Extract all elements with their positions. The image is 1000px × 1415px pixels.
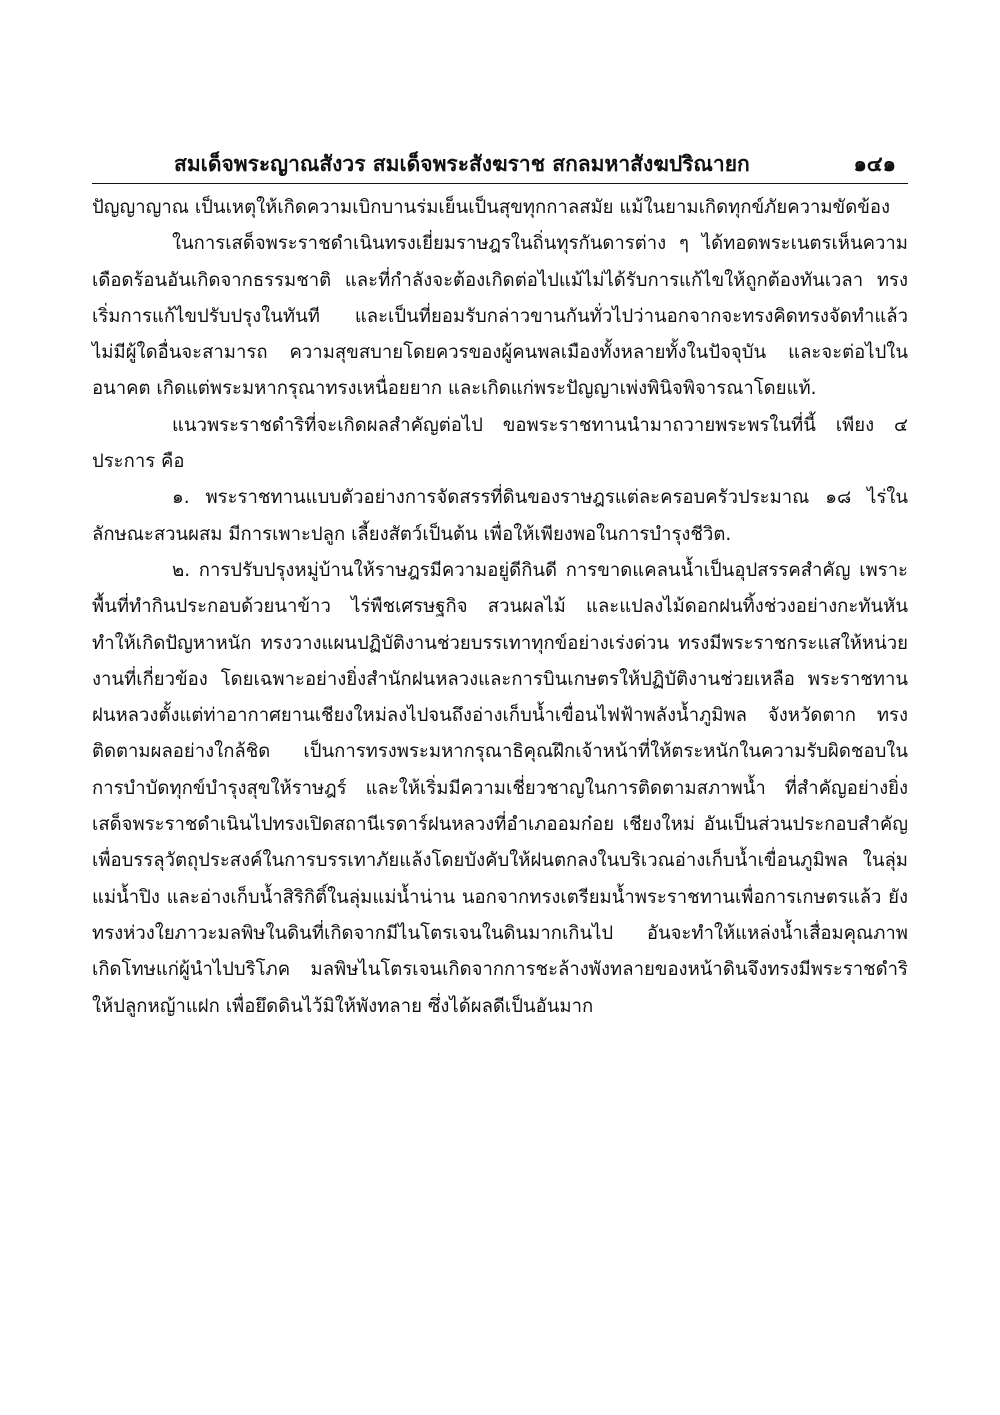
header-divider — [92, 183, 908, 184]
running-title: สมเด็จพระญาณสังวร สมเด็จพระสังฆราช สกลมหาสังฆปริณายก — [174, 152, 750, 176]
body-text — [92, 190, 908, 1025]
paragraph-continuation: ปัญญาญาณ เป็นเหตุให้เกิดความเบิกบานร่มเย็นเป็นสุขทุกกาลสมัย แม้ในยามเกิดทุกข์ภัยความขัดข้อง — [92, 197, 891, 218]
paragraph-item-2-village-improvement: ๒. การปรับปรุงหมู่บ้านให้ราษฎรมีความอยู่ดีกินดี การขาดแคลนน้ำเป็นอุปสรรคสำคัญ เพราะพื้นที่ทำกินประกอบด้วยนาข้าว ไร่พืชเศรษฐกิจ สวนผลไม้ และแปลงไม้ดอกฝนทิ้งช่วงอย่างกะทันหันทำให้เกิดปัญหาหนัก ทรงวางแผนปฏิบัติงานช่วยบรรเทาทุกข์อย่างเร่งด่วน ทรงมีพระราชกระแสให้หน่วยงานที่เกี่ยวข้อง โดยเฉพาะอย่างยิ่งสำนักฝนหลวงและการบินเกษตรให้ปฏิบัติงานช่วยเหลือ พระราชทานฝนหลวงตั้งแต่ท่าอากาศยานเชียงใหม่ลงไปจนถึงอ่างเก็บน้ำเขื่อนไฟฟ้าพลังน้ำภูมิพล จังหวัดตาก ทรงติดตามผลอย่างใกล้ชิด เป็นการทรงพระมหากรุณาธิคุณฝึกเจ้าหน้าที่ให้ตระหนักในความรับผิดชอบในการบำบัดทุกข์บำรุงสุขให้ราษฎร์ และให้เริ่มมีความเชี่ยวชาญในการติดตามสภาพน้ำ ที่สำคัญอย่างยิ่ง เสด็จพระราชดำเนินไปทรงเปิดสถานีเรดาร์ฝนหลวงที่อำเภออมก๋อย เชียงใหม่ อันเป็นส่วนประกอบสำคัญเพื่อบรรลุวัตถุประสงค์ในการบรรเทาภัยแล้งโดยบังคับให้ฝนตกลงในบริเวณอ่างเก็บน้ำเขื่อนภูมิพล ในลุ่มแม่น้ำปิง และอ่างเก็บน้ำสิริกิติ์ในลุ่มแม่น้ำน่าน นอกจากทรงเตรียมน้ำพระราชทานเพื่อการเกษตรแล้ว ยังทรงห่วงใยภาวะมลพิษในดินที่เกิดจากมีไนโตรเจนในดินมากเกินไป อันจะทำให้แหล่งน้ำเสื่อมคุณภาพเกิดโทษแก่ผู้นำไปบริโภค มลพิษไนโตรเจนเกิดจากการชะล้างพังทลายของหน้าดินจึงทรงมีพระราชดำริให้ปลูกหญ้าแฝก เพื่อยึดดินไว้มิให้พังทลาย ซึ่งได้ผลดีเป็นอันมาก — [92, 559, 908, 1017]
page-number: ๑๔๑ — [853, 152, 896, 176]
paragraph-royal-visits: ในการเสด็จพระราชดำเนินทรงเยี่ยมราษฎรในถิ่นทุรกันดารต่าง ๆ ได้ทอดพระเนตรเห็นความเดือดร้อนอันเกิดจากธรรมชาติ และที่กำลังจะต้องเกิดต่อไปแม้ไม่ได้รับการแก้ไขให้ถูกต้องทันเวลา ทรงเริ่มการแก้ไขปรับปรุงในทันที และเป็นที่ยอมรับกล่าวขานกันทั่วไปว่านอกจากจะทรงคิดทรงจัดทำแล้ว ไม่มีผู้ใดอื่นจะสามารถ ความสุขสบายโดยควรของผู้คนพลเมืองทั้งหลายทั้งในปัจจุบัน และจะต่อไปในอนาคต เกิดแต่พระมหากรุณาทรงเหนื่อยยาก และเกิดแก่พระปัญญาเพ่งพินิจพิจารณาโดยแท้. — [92, 233, 908, 400]
page-header — [92, 142, 908, 176]
paragraph-item-1-land-allocation: ๑. พระราชทานแบบตัวอย่างการจัดสรรที่ดินของราษฎรแต่ละครอบครัวประมาณ ๑๘ ไร่ในลักษณะสวนผสม มีการเพาะปลูก เลี้ยงสัตว์เป็นต้น เพื่อให้เพียงพอในการบำรุงชีวิต. — [92, 487, 908, 545]
paragraph-four-principles-intro: แนวพระราชดำริที่จะเกิดผลสำคัญต่อไป ขอพระราชทานนำมาถวายพระพรในที่นี้ เพียง ๔ ประการ คือ — [92, 414, 908, 473]
